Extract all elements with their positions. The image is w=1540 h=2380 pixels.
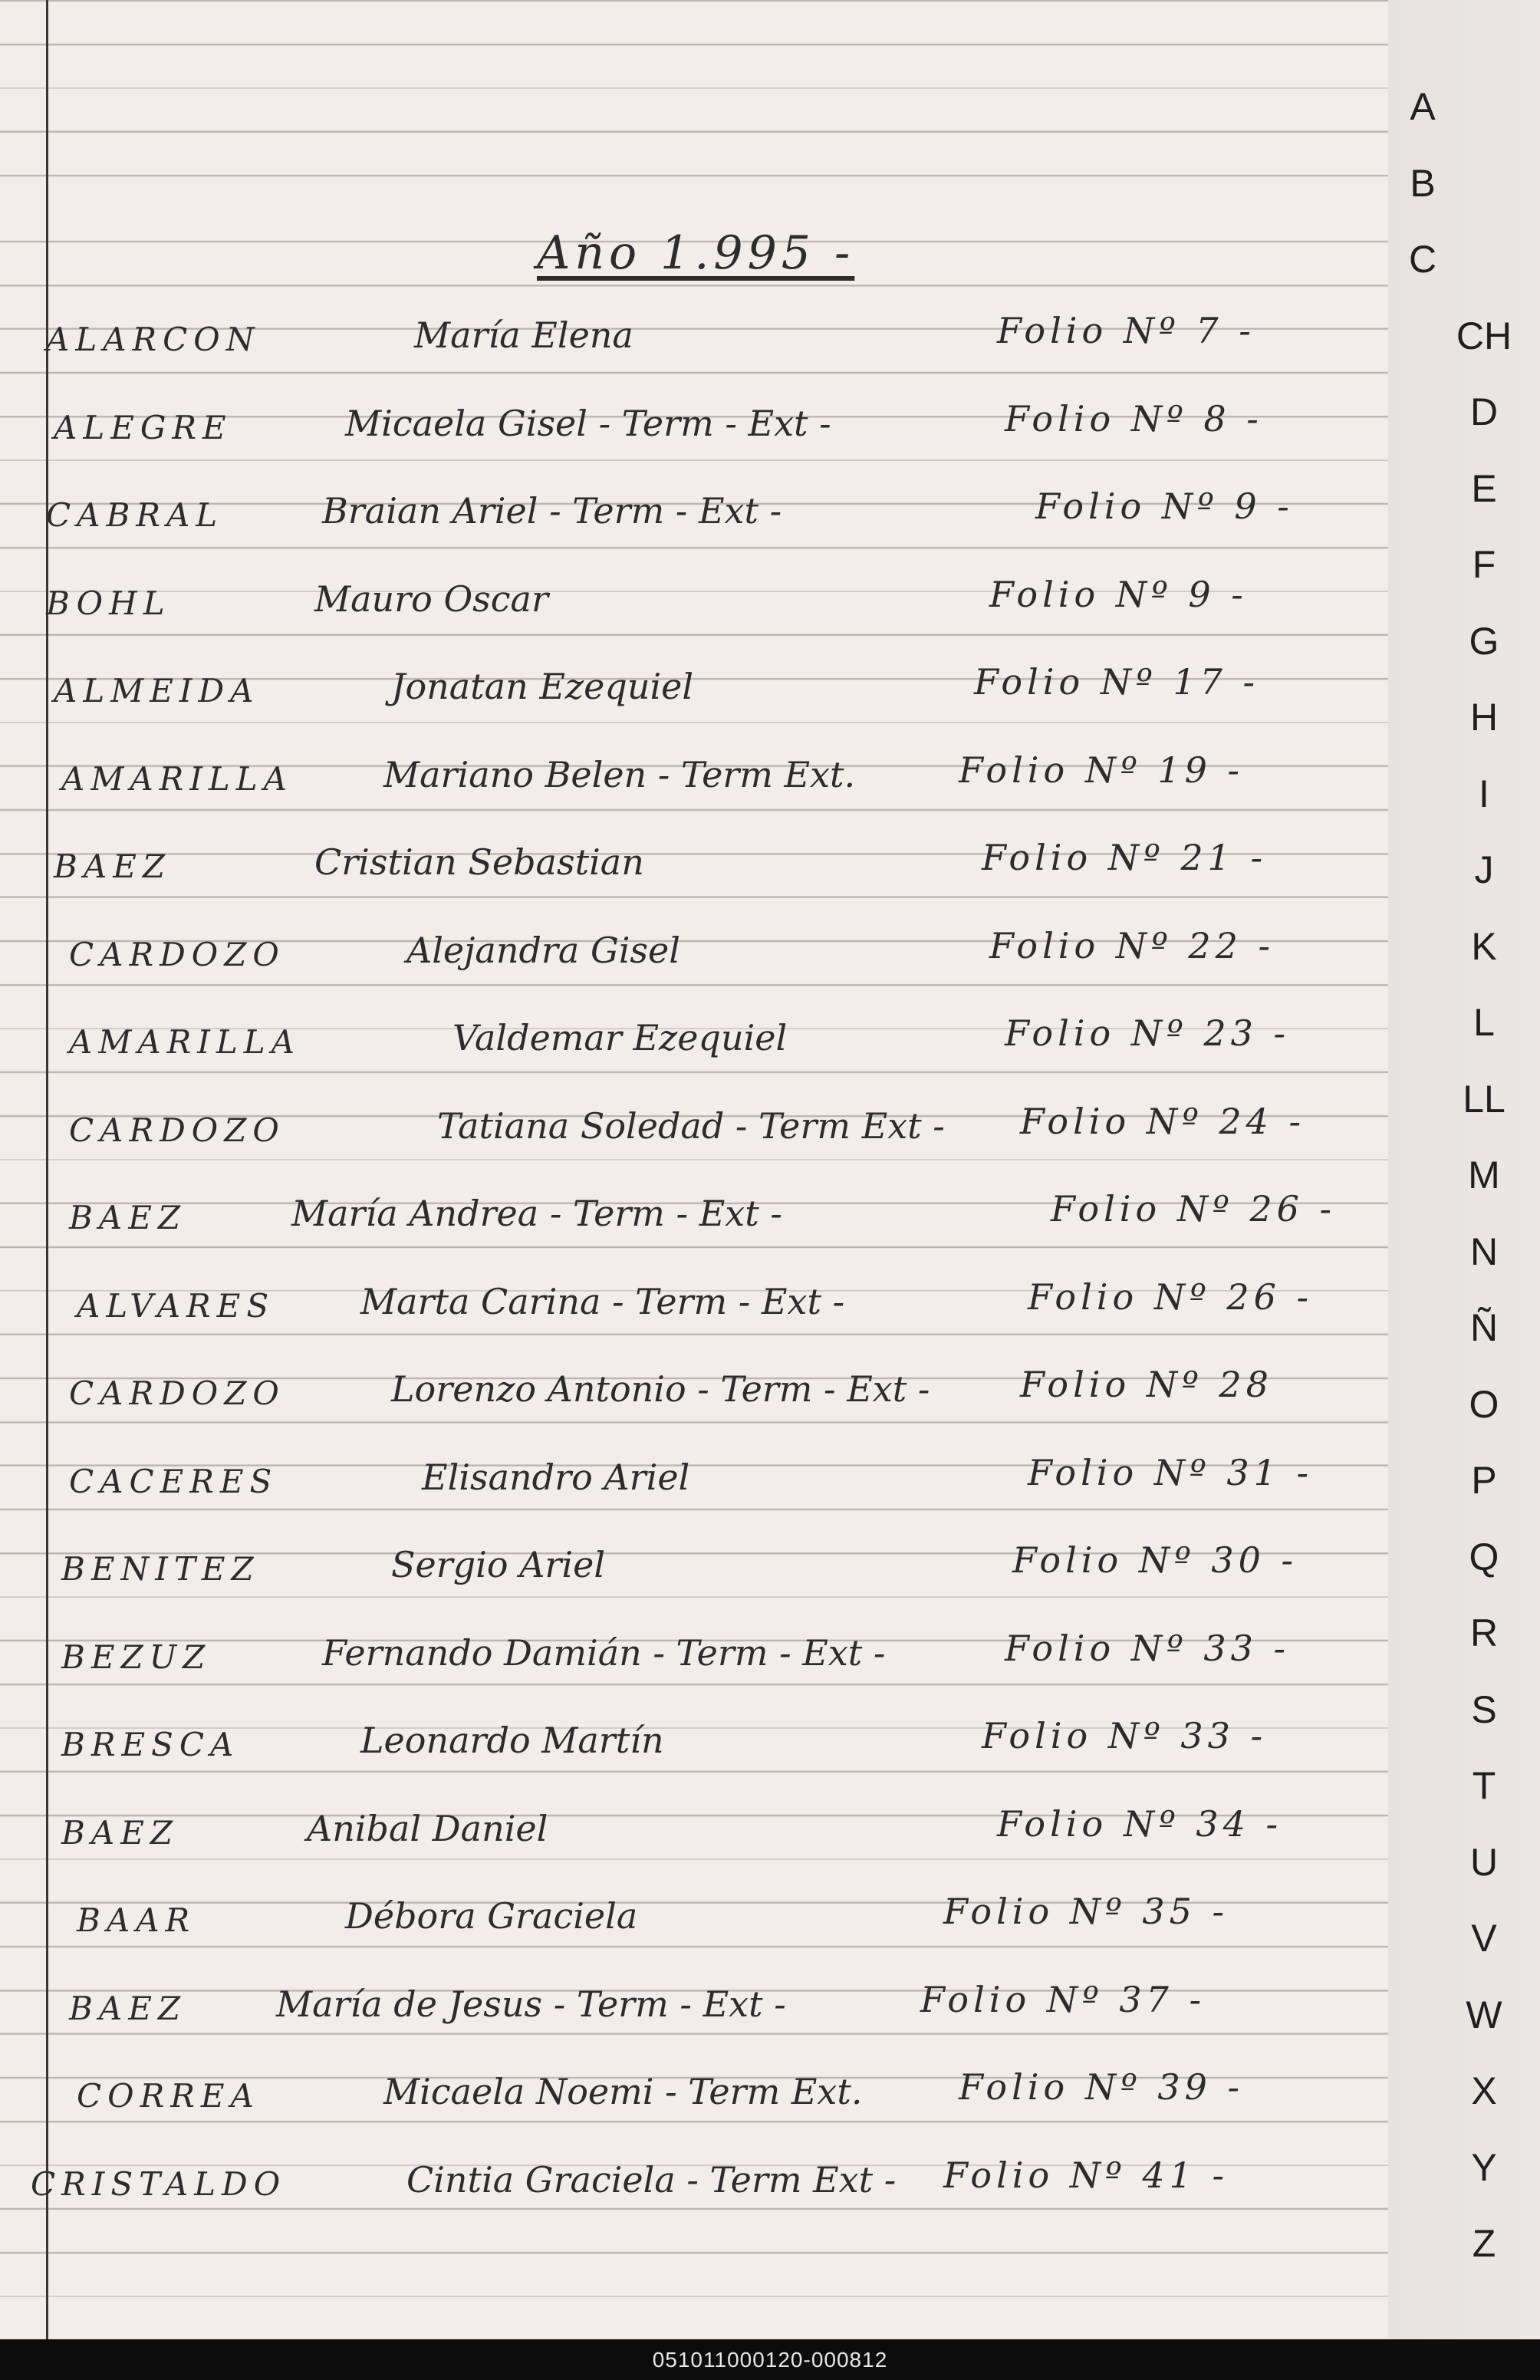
entry-surname: BRESCA [61, 1726, 240, 1763]
entry-surname: CABRAL [46, 496, 224, 534]
entry-given-names: María Andrea - Term - Ext - [291, 1193, 782, 1234]
entry-surname: BAEZ [69, 1199, 187, 1236]
entry-surname: CARDOZO [69, 1111, 285, 1149]
index-tab-f[interactable]: F [1472, 543, 1496, 586]
entry-given-names: Valdemar Ezequiel [452, 1017, 788, 1058]
entry-folio: Folio Nº 8 - [1005, 397, 1263, 439]
index-tab-b[interactable]: B [1410, 161, 1436, 205]
index-tab-g[interactable]: G [1469, 619, 1499, 663]
entry-given-names: Leonardo Martín [360, 1720, 664, 1761]
entry-given-names: Micaela Noemi - Term Ext. [383, 2071, 863, 2112]
entry-folio: Folio Nº 35 - [943, 1891, 1229, 1932]
index-tab-r[interactable]: R [1469, 1611, 1499, 1654]
entry-given-names: Marta Carina - Term - Ext - [360, 1280, 845, 1322]
index-tab-e[interactable]: E [1471, 466, 1497, 510]
entry-folio: Folio Nº 31 - [1028, 1451, 1314, 1493]
entry-folio: Folio Nº 26 - [1028, 1276, 1314, 1318]
entry-given-names: Micaela Gisel - Term - Ext - [345, 402, 831, 444]
entry-folio: Folio Nº 26 - [1051, 1188, 1337, 1230]
index-tab-q[interactable]: Q [1469, 1535, 1499, 1578]
entry-surname: AMARILLA [69, 1023, 301, 1061]
entry-folio: Folio Nº 41 - [943, 2154, 1229, 2196]
entry-surname: CRISTALDO [31, 2164, 287, 2203]
index-tab-ll[interactable]: LL [1463, 1077, 1505, 1121]
entry-surname: AMARILLA [61, 759, 293, 798]
index-tab-i[interactable]: I [1479, 772, 1489, 815]
index-tab-s[interactable]: S [1471, 1687, 1497, 1731]
entry-given-names: Alejandra Gisel [406, 929, 680, 971]
entry-folio: Folio Nº 7 - [997, 310, 1255, 351]
entry-given-names: Lorenzo Antonio - Term - Ext - [391, 1368, 930, 1410]
entry-folio: Folio Nº 9 - [989, 573, 1248, 615]
entry-folio: Folio Nº 28 [1020, 1364, 1273, 1405]
entry-given-names: Anibal Daniel [307, 1807, 548, 1849]
entry-surname: ALEGRE [54, 408, 232, 446]
entry-surname: CARDOZO [69, 1374, 285, 1412]
index-tab-z[interactable]: Z [1472, 2222, 1496, 2265]
entry-surname: ALVARES [77, 1286, 275, 1325]
index-tab-x[interactable]: X [1471, 2069, 1497, 2112]
entry-folio: Folio Nº 21 - [982, 837, 1268, 878]
index-tab-ñ[interactable]: Ñ [1469, 1306, 1499, 1349]
index-tab-n[interactable]: N [1469, 1230, 1499, 1273]
index-tab-t[interactable]: T [1472, 1764, 1496, 1807]
index-tab-y[interactable]: Y [1471, 2145, 1497, 2189]
entry-surname: ALMEIDA [54, 672, 260, 709]
index-tab-j[interactable]: J [1474, 848, 1494, 891]
index-tab-p[interactable]: P [1471, 1459, 1497, 1502]
index-tab-h[interactable]: H [1469, 696, 1499, 739]
index-tab-m[interactable]: M [1468, 1154, 1500, 1197]
index-tab-k[interactable]: K [1471, 924, 1497, 968]
entry-folio: Folio Nº 23 - [1005, 1012, 1291, 1054]
entry-surname: CACERES [69, 1462, 278, 1500]
index-tab-c[interactable]: C [1408, 238, 1437, 281]
document-id: 051011000120-000812 [0, 2339, 1540, 2380]
entry-surname: BAEZ [69, 1989, 187, 2027]
entry-surname: ALARCON [46, 321, 261, 358]
page-title: Año 1.995 - [537, 226, 855, 280]
entry-folio: Folio Nº 33 - [982, 1715, 1268, 1756]
entry-surname: BEZUZ [61, 1638, 212, 1676]
entry-given-names: Cintia Graciela - Term Ext - [406, 2158, 897, 2201]
alphabet-index [1388, 0, 1540, 2339]
entry-folio: Folio Nº 19 - [959, 749, 1245, 791]
index-tab-u[interactable]: U [1469, 1840, 1499, 1884]
index-tab-v[interactable]: V [1471, 1917, 1497, 1960]
entry-folio: Folio Nº 37 - [920, 1978, 1206, 2020]
entry-surname: CARDOZO [69, 935, 285, 973]
entry-folio: Folio Nº 30 - [1012, 1539, 1298, 1581]
entry-given-names: Fernando Damián - Term - Ext - [322, 1631, 886, 1674]
entry-surname: BAAR [77, 1901, 196, 1939]
entry-surname: BAEZ [54, 848, 172, 885]
index-tab-d[interactable]: D [1469, 390, 1499, 433]
entry-folio: Folio Nº 24 - [1020, 1100, 1306, 1142]
entry-given-names: Cristian Sebastian [314, 841, 644, 883]
entry-surname: CORREA [77, 2077, 260, 2115]
entry-surname: BAEZ [61, 1813, 179, 1852]
entry-folio: Folio Nº 22 - [989, 924, 1275, 966]
entry-given-names: Débora Graciela [345, 1895, 638, 1937]
entry-folio: Folio Nº 33 - [1005, 1627, 1291, 1669]
entry-given-names: María Elena [414, 314, 633, 356]
entry-given-names: Braian Ariel - Term - Ext - [322, 490, 782, 532]
entry-given-names: Sergio Ariel [391, 1544, 606, 1585]
index-tab-w[interactable]: W [1466, 1993, 1502, 2036]
index-tab-l[interactable]: L [1473, 1001, 1495, 1044]
index-tab-o[interactable]: O [1469, 1382, 1499, 1426]
entry-given-names: Mariano Belen - Term Ext. [383, 753, 856, 795]
entry-given-names: Tatiana Soledad - Term Ext - [437, 1104, 945, 1147]
index-tab-ch[interactable]: CH [1456, 314, 1512, 357]
entry-folio: Folio Nº 9 - [1035, 486, 1294, 527]
entry-folio: Folio Nº 39 - [959, 2066, 1245, 2108]
entry-given-names: María de Jesus - Term - Ext - [276, 1983, 786, 2025]
entry-folio: Folio Nº 17 - [974, 661, 1260, 703]
entry-surname: BENITEZ [61, 1550, 260, 1588]
entry-surname: BOHL [46, 584, 171, 622]
index-tab-a[interactable]: A [1410, 85, 1436, 128]
entry-folio: Folio Nº 34 - [997, 1802, 1283, 1845]
entry-given-names: Jonatan Ezequiel [391, 666, 694, 707]
entry-given-names: Elisandro Ariel [422, 1456, 690, 1498]
entry-given-names: Mauro Oscar [314, 578, 548, 620]
